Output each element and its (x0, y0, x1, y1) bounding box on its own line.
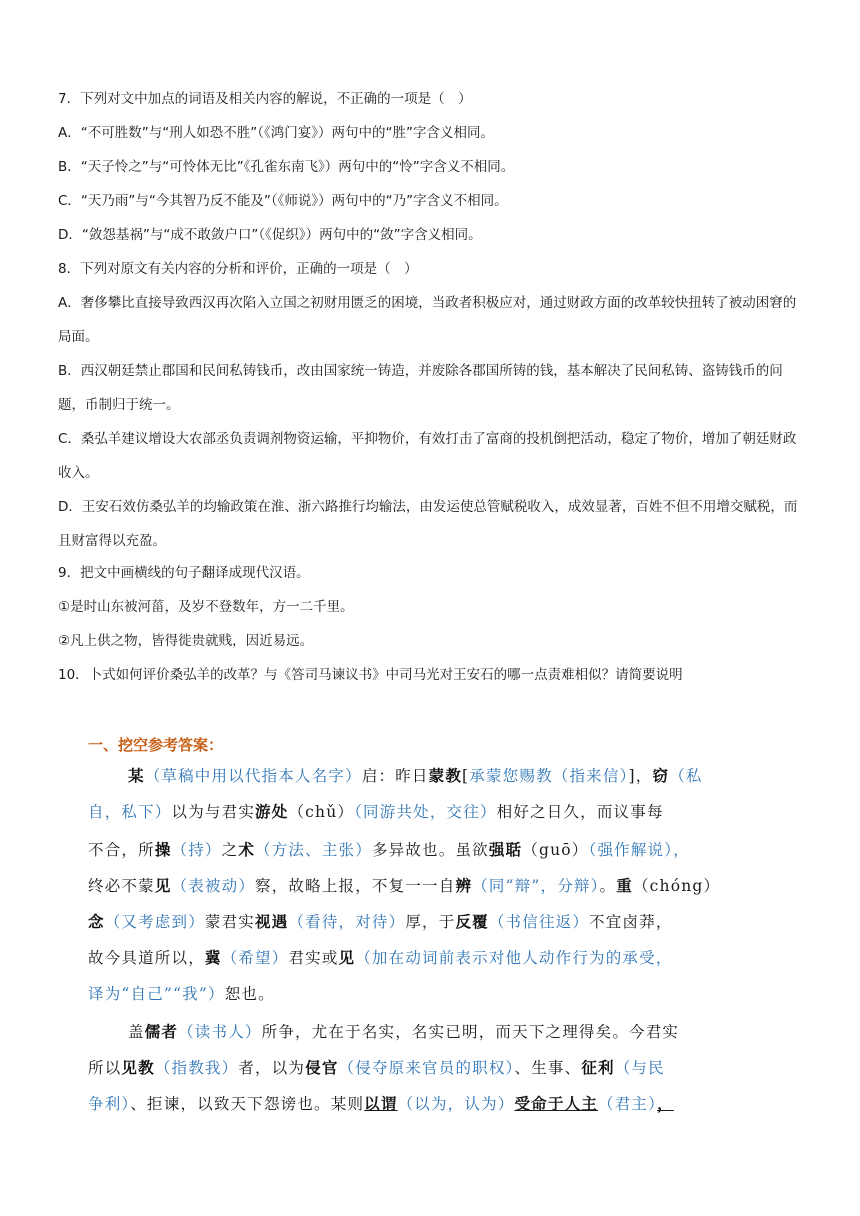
keyword: 见教 (121, 1058, 155, 1077)
pinyin: （chǔ） (288, 803, 355, 821)
annotation: 自，私下） (88, 803, 172, 821)
pinyin: （guō） (522, 841, 589, 859)
question-9-sentence-1: ①是时山东被河菑，及岁不登数年，方一二千里。 (58, 599, 354, 615)
text: 相好之日久，而议事每 (496, 803, 664, 821)
keyword: 念 (88, 912, 105, 931)
annotation: （君主） (598, 1095, 658, 1113)
text: 多异故也。虽欲 (371, 841, 489, 859)
question-8-option-b: B．西汉朝廷禁止郡国和民间私铸钱币，改由国家统一铸造，并废除各郡国所铸的钱，基本解决了民间私铸、盗铸钱币的问题，币制归于统一。 (58, 363, 783, 413)
question-7: 7．下列对文中加点的词语及相关内容的解说，不正确的一项是（ ） (58, 91, 472, 107)
annotation: 承蒙您赐教（指来信） (469, 767, 629, 785)
question-10: 10．卜式如何评价桑弘羊的改革？与《答司马谏议书》中司马光对王安石的哪一点责难相似？请简要说明 (58, 667, 683, 683)
keyword: 征利 (581, 1058, 615, 1077)
annotation: （侵夺原来官员的职权） (338, 1059, 515, 1077)
annotation: 译为“自己”“我”） (88, 985, 225, 1003)
annotation: （草稿中用以代指本人名字） (144, 767, 362, 785)
text: 恕也。 (224, 985, 275, 1003)
text: ]， (628, 767, 653, 785)
question-8-option-c: C．桑弘羊建议增设大农部丞负责调剂物资运输，平抑物价，有效打击了富商的投机倒把活动，稳定了物价，增加了朝廷财政收入。 (58, 431, 797, 481)
annotation: （希望） (221, 949, 289, 967)
keyword: 辨 (455, 876, 473, 895)
pinyin: （chóng） (632, 877, 721, 895)
keyword: 反覆 (455, 912, 489, 931)
keyword: 术 (238, 840, 256, 859)
keyword: 重 (616, 876, 633, 895)
text: 不宜卤莽， (589, 913, 673, 931)
keyword: 见 (338, 948, 356, 967)
annotation: （加在动词前表示对他人动作行为的承受， (355, 949, 673, 967)
keyword: 侵官 (305, 1058, 339, 1077)
answer-line (88, 838, 778, 860)
annotation: （同游共处，交往） (354, 803, 497, 821)
answer-line (88, 1092, 778, 1114)
keyword: 操 (154, 840, 172, 859)
answer-line (88, 1020, 778, 1042)
underlined-keyword: 受命于人主 (514, 1094, 598, 1113)
text: 君实或 (288, 949, 339, 967)
answer-line (88, 764, 778, 786)
text: 不合，所 (88, 841, 155, 859)
question-8-option-d: D．王安石效仿桑弘羊的均输政策在淮、浙六路推行均输法，由发运使总管赋税收入，成效显著，百姓不但不用增交赋税，而且财富得以充盈。 (58, 499, 798, 549)
text: 、拒谏，以致天下怨谤也。某则 (130, 1095, 365, 1113)
question-9-sentence-2: ②凡上供之物，皆得徙贵就贱，因近易远。 (58, 633, 314, 649)
annotation: （强作解说）， (588, 841, 690, 859)
text: 所以 (88, 1059, 122, 1077)
text: 故今具道所以， (88, 949, 205, 967)
answer-section-title: 一、挖空参考答案： (88, 736, 224, 754)
annotation: （同“辩”，分辩） (472, 877, 600, 895)
text: 之 (221, 841, 239, 859)
keyword: 强聒 (488, 840, 523, 859)
annotation: （指教我） (154, 1059, 239, 1077)
annotation: （读书人） (178, 1023, 262, 1041)
answer-line (88, 874, 778, 896)
keyword: 儒者 (144, 1022, 179, 1041)
annotation: （看待，对待） (288, 913, 406, 931)
annotation: 争利） (88, 1095, 131, 1113)
annotation: （表被动） (171, 877, 256, 895)
keyword: 视遇 (255, 912, 289, 931)
keyword: 游处 (255, 802, 289, 821)
text: 所争，尤在于名实，名实已明，而天下之理得矣。今君实 (261, 1023, 680, 1041)
answer-line (88, 1056, 778, 1078)
text: 以为与君实 (171, 803, 256, 821)
annotation: （书信往返） (488, 913, 590, 931)
text: 厚，于 (405, 913, 456, 931)
text: 终必不蒙 (88, 877, 155, 895)
annotation: （持） (171, 841, 222, 859)
text: 者，以为 (238, 1059, 306, 1077)
annotation: （又考虑到） (104, 913, 205, 931)
annotation: （以为，认为） (397, 1095, 515, 1113)
keyword: 冀 (204, 948, 222, 967)
keyword: 某 (128, 766, 145, 785)
annotation: （与民 (614, 1059, 665, 1077)
text: 蒙君实 (204, 913, 256, 931)
keyword: 见 (154, 876, 172, 895)
answer-line (88, 800, 778, 822)
answer-line (88, 910, 778, 932)
text: 盖 (128, 1023, 145, 1041)
annotation: （私 (669, 767, 703, 785)
question-7-option-a: A．“不可胜数”与“刑人如恐不胜”（《鸿门宴》）两句中的“胜”字含义相同。 (58, 125, 494, 141)
answer-line (88, 982, 778, 1004)
question-8-option-a: A．奢侈攀比直接导致西汉再次陷入立国之初财用匮乏的困境，当政者积极应对，通过财政方面的改革较快扭转了被动困窘的局面。 (58, 295, 797, 345)
text: 、生事、 (514, 1059, 582, 1077)
keyword: 窃 (652, 766, 670, 785)
keyword: 蒙教 (428, 766, 463, 785)
question-7-option-d: D．“敛怨基祸”与“成不敢敛户口”（《促织》）两句中的“敛”字含义相同。 (58, 227, 482, 243)
question-7-option-b: B．“天子怜之”与“可怜体无比”《孔雀东南飞》）两句中的“怜”字含义不相同。 (58, 159, 515, 175)
question-8: 8．下列对原文有关内容的分析和评价，正确的一项是（ ） (58, 261, 418, 277)
question-9: 9．把文中画横线的句子翻译成现代汉语。 (58, 565, 310, 581)
text: 启：昨日 (361, 767, 429, 785)
annotation: （方法、主张） (255, 841, 372, 859)
answer-line (88, 946, 778, 968)
text: [ (462, 767, 470, 785)
underlined-punct: ， (657, 1094, 674, 1113)
underlined-keyword: 以谓 (364, 1094, 398, 1113)
question-7-option-c: C．“天乃雨”与“今其智乃反不能及”（《师说》）两句中的“乃”字含义不相同。 (58, 193, 508, 209)
text: 察，故略上报，不复一一自 (255, 877, 456, 895)
text: 。 (599, 877, 617, 895)
